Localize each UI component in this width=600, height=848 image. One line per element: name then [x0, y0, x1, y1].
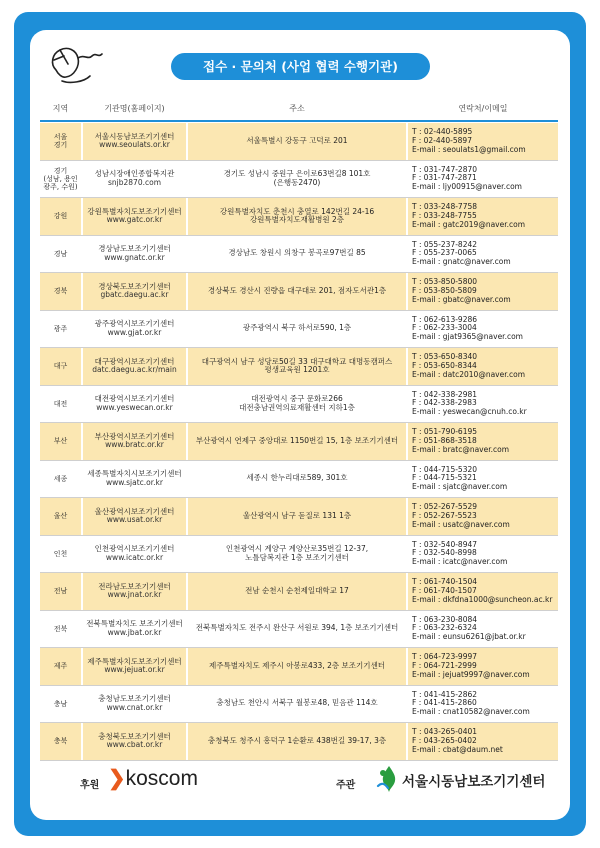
email-link[interactable]: E-mail : gatc2019@naver.com [412, 219, 526, 229]
org-homepage-link[interactable]: www.seoulats.or.kr [99, 140, 170, 150]
org-cell [83, 236, 186, 273]
address-cell [188, 461, 406, 498]
org-cell [83, 386, 186, 423]
email-link[interactable]: E-mail : dkfdna1000@suncheon.ac.kr [412, 594, 553, 604]
address-text: 부산광역시 연제구 중앙대로 1150번길 15, 1층 보조기기센터 [195, 435, 399, 445]
tel-text: T : 02-440-5895 [412, 127, 473, 137]
org-cell [83, 723, 186, 760]
org-name: 경상북도보조기기센터 [98, 281, 171, 291]
fax-text: F : 043-265-0402 [412, 735, 477, 745]
table-row [40, 423, 558, 461]
table-row [40, 723, 558, 761]
contact-cell [408, 573, 558, 610]
email-link[interactable]: E-mail : gjat9365@naver.com [412, 332, 523, 342]
contact-cell [408, 386, 558, 423]
contact-cell [408, 236, 558, 273]
org-name: 충청남도보조기기센터 [98, 694, 171, 704]
fax-text: F : 063-232-6324 [412, 623, 477, 633]
tel-text: T : 053-850-5800 [412, 277, 478, 287]
region-text: 울산 [53, 512, 68, 521]
address-cell [188, 573, 406, 610]
address-text: 대구광역시 남구 성당로50길 33 대구대학교 대명동캠퍼스 평생교육원 1201호 [201, 356, 393, 375]
org-cell [83, 536, 186, 573]
contact-cell [408, 198, 558, 235]
org-homepage-link[interactable]: www.jnat.or.kr [107, 590, 162, 600]
email-link[interactable]: E-mail : datc2010@naver.com [412, 369, 526, 379]
koscom-chevron-icon: ❯ [108, 767, 126, 790]
tel-text: T : 055-237-8242 [412, 239, 478, 249]
region-cell [40, 648, 81, 685]
region-cell [40, 686, 81, 723]
table-row [40, 461, 558, 499]
email-link[interactable]: E-mail : sjatc@naver.com [412, 482, 508, 492]
fax-text: F : 02-440-5897 [412, 135, 472, 145]
tel-text: T : 061-740-1504 [412, 577, 478, 587]
computer-mouse-icon [44, 40, 106, 90]
fax-text: F : 053-650-8344 [412, 360, 477, 370]
table-row [40, 686, 558, 724]
tel-text: T : 041-415-2862 [412, 689, 478, 699]
address-cell [188, 311, 406, 348]
address-text: 경상북도 경산시 진량읍 대구대로 201, 점자도서관1층 [207, 285, 387, 295]
sponsor-label: 후원 [80, 780, 100, 791]
region-text: 부산 [53, 437, 68, 446]
page-title: 접수 · 문의처 (사업 협력 수행기관) [171, 53, 430, 80]
org-homepage-link[interactable]: www.gatc.or.kr [106, 215, 163, 225]
header-divider [40, 120, 558, 122]
region-cell [40, 498, 81, 535]
contact-cell [408, 611, 558, 648]
region-text: 서울 경기 [53, 133, 68, 150]
org-name: 전북특별자치도 보조기기센터 [86, 619, 183, 629]
region-cell [40, 273, 81, 310]
fax-text: F : 041-415-2860 [412, 698, 477, 708]
address-text: 광주광역시 북구 하서로590, 1층 [242, 323, 352, 333]
address-cell [188, 611, 406, 648]
region-text: 세종 [53, 474, 68, 483]
tel-text: T : 042-338-2981 [412, 389, 478, 399]
address-text: 충청남도 천안시 서북구 월봉로48, 믿음관 114호 [216, 698, 378, 708]
email-link[interactable]: E-mail : jejuat9997@naver.com [412, 669, 530, 679]
org-name: 대전광역시보조기기센터 [94, 394, 175, 404]
email-link[interactable]: E-mail : gnatc@naver.com [412, 257, 511, 267]
org-cell [83, 311, 186, 348]
address-cell [188, 161, 406, 198]
region-text: 경기 (성남, 용인 광주, 수원) [43, 166, 78, 191]
email-link[interactable]: E-mail : gbatc@naver.com [412, 294, 511, 304]
org-name: 인천광역시보조기기센터 [94, 544, 175, 554]
address-text: 강원특별자치도 춘천시 충열로 142번길 24-16 강원특별자치도재활병원 2층 [219, 206, 375, 225]
org-name: 대구광역시보조기기센터 [94, 356, 175, 366]
tel-text: T : 052-267-5529 [412, 502, 478, 512]
address-text: 전북특별자치도 전주시 완산구 서원로 394, 1층 보조기기센터 [195, 623, 399, 633]
koscom-wordmark: koscom [125, 767, 198, 790]
header-address: 주소 [289, 104, 305, 113]
region-text: 광주 [53, 324, 68, 333]
table-row [40, 536, 558, 574]
table-row [40, 123, 558, 161]
region-cell [40, 611, 81, 648]
region-cell [40, 348, 81, 385]
contact-cell [408, 311, 558, 348]
org-cell [83, 161, 186, 198]
org-homepage-link[interactable]: gbatc.daegu.ac.kr [100, 290, 169, 300]
org-cell [83, 423, 186, 460]
table-row [40, 198, 558, 236]
org-cell [83, 573, 186, 610]
address-text: 세종시 한누리대로589, 301호 [246, 473, 348, 483]
contact-cell [408, 461, 558, 498]
address-cell [188, 123, 406, 160]
address-cell [188, 348, 406, 385]
org-cell [83, 461, 186, 498]
header-region: 지역 [52, 104, 69, 113]
address-cell [188, 648, 406, 685]
tel-text: T : 043-265-0401 [412, 727, 478, 737]
address-cell [188, 236, 406, 273]
tel-text: T : 062-613-9286 [412, 314, 478, 324]
address-text: 서울특별시 강동구 고덕로 201 [246, 135, 348, 145]
address-cell [188, 723, 406, 760]
org-cell [83, 498, 186, 535]
org-name: 세종특별자치시보조기기센터 [87, 469, 182, 479]
region-cell [40, 573, 81, 610]
contact-cell [408, 536, 558, 573]
contact-cell [408, 686, 558, 723]
tel-text: T : 051-790-6195 [412, 427, 478, 437]
region-cell [40, 386, 81, 423]
contact-cell [408, 161, 558, 198]
address-cell [188, 273, 406, 310]
contact-table [40, 123, 558, 761]
org-name: 서울시동남보조기기센터 [94, 131, 175, 141]
fax-text: F : 032-540-8998 [412, 548, 477, 558]
header-org: 기관명(홈페이지) [104, 104, 165, 113]
org-homepage-link[interactable]: www.sjatc.or.kr [106, 477, 163, 487]
org-name: 경상남도보조기기센터 [98, 244, 171, 254]
region-cell [40, 536, 81, 573]
contact-cell [408, 123, 558, 160]
region-text: 인천 [53, 549, 68, 558]
org-homepage-link[interactable]: www.gjat.or.kr [107, 327, 162, 337]
org-homepage-link[interactable]: www.usat.or.kr [106, 515, 163, 525]
table-row [40, 236, 558, 274]
org-cell [83, 686, 186, 723]
fax-text: F : 051-868-3518 [412, 435, 477, 445]
address-text: 충청북도 청주시 흥덕구 1순환로 438번길 39-17, 3층 [207, 735, 387, 745]
fax-text: F : 031-747-2871 [412, 173, 477, 183]
tel-text: T : 053-650-8340 [412, 352, 478, 362]
address-cell [188, 536, 406, 573]
region-text: 강원 [53, 212, 68, 221]
region-text: 대구 [53, 362, 68, 371]
org-homepage-link[interactable]: www.jbat.or.kr [107, 627, 162, 637]
table-row [40, 311, 558, 349]
org-homepage-link[interactable]: www.gnatc.or.kr [104, 252, 165, 262]
region-text: 전남 [53, 587, 68, 596]
fax-text: F : 062-233-3004 [412, 323, 477, 333]
contact-cell [408, 348, 558, 385]
region-cell [40, 236, 81, 273]
region-text: 충남 [53, 699, 68, 708]
org-cell [83, 123, 186, 160]
contact-cell [408, 498, 558, 535]
org-name: 전라남도보조기기센터 [98, 581, 171, 591]
org-cell [83, 648, 186, 685]
region-cell [40, 311, 81, 348]
table-row [40, 611, 558, 649]
org-name: 울산광역시보조기기센터 [94, 506, 175, 516]
address-cell [188, 386, 406, 423]
region-cell [40, 461, 81, 498]
address-text: 대전광역시 중구 문화로266 대전충남권역의료재활센터 지하1층 [239, 394, 355, 412]
contact-cell [408, 273, 558, 310]
fax-text: F : 052-267-5523 [412, 510, 477, 520]
org-cell [83, 198, 186, 235]
region-text: 경남 [53, 249, 68, 258]
tel-text: T : 064-723-9997 [412, 652, 478, 662]
address-text: 제주특별자치도 제주시 아봉로433, 2층 보조기기센터 [209, 660, 385, 670]
address-text: 경상남도 창원시 의창구 봉곡로97번길 85 [228, 248, 366, 258]
org-cell [83, 611, 186, 648]
email-link[interactable]: E-mail : icatc@naver.com [412, 557, 508, 567]
tel-text: T : 063-230-8084 [412, 614, 478, 624]
org-homepage-link[interactable]: www.jejuat.or.kr [104, 665, 165, 675]
org-homepage-link[interactable]: datc.daegu.ac.kr/main [92, 365, 177, 375]
table-row [40, 348, 558, 386]
org-name: 광주광역시보조기기센터 [94, 319, 175, 329]
host-center-name: 서울시동남보조기기센터 [402, 774, 546, 790]
region-text: 경북 [53, 287, 68, 296]
region-cell [40, 161, 81, 198]
fax-text: F : 053-850-5809 [412, 285, 477, 295]
fax-text: F : 055-237-0065 [412, 248, 477, 258]
region-cell [40, 423, 81, 460]
address-text: 경기도 성남시 중원구 은이로63번길8 101호 (은행동2470) [223, 169, 371, 187]
footer [40, 760, 558, 804]
region-text: 대전 [53, 399, 68, 408]
fax-text: F : 044-715-5321 [412, 473, 477, 483]
table-row [40, 386, 558, 424]
org-homepage-link[interactable]: www.icatc.or.kr [105, 552, 164, 562]
fax-text: F : 064-721-2999 [412, 660, 477, 670]
email-link[interactable]: E-mail : seoulats1@gmail.com [412, 144, 526, 154]
contact-cell [408, 723, 558, 760]
tel-text: T : 044-715-5320 [412, 464, 478, 474]
fax-text: F : 042-338-2983 [412, 398, 477, 408]
org-cell [83, 348, 186, 385]
email-link[interactable]: E-mail : cbat@daum.net [412, 744, 503, 754]
org-homepage-link[interactable]: www.cbat.or.kr [106, 740, 163, 750]
fax-text: F : 061-740-1507 [412, 585, 477, 595]
org-name: 성남시장애인종합복지관 [94, 169, 175, 179]
table-row [40, 161, 558, 199]
org-name: 부산광역시보조기기센터 [94, 431, 175, 441]
org-homepage-link[interactable]: www.yeswecan.or.kr [96, 402, 173, 412]
region-text: 전북 [53, 624, 68, 633]
region-text: 제주 [53, 662, 68, 671]
address-cell [188, 686, 406, 723]
tel-text: T : 033-248-7758 [412, 202, 478, 212]
org-homepage-link[interactable]: www.bratc.or.kr [105, 440, 164, 450]
contact-cell [408, 423, 558, 460]
email-link[interactable]: E-mail : cnat10582@naver.com [412, 707, 530, 717]
header-contact: 연락처/이메일 [458, 104, 508, 113]
org-name: 강원특별자치도보조기기센터 [87, 206, 182, 216]
email-link[interactable]: E-mail : ljy00915@naver.com [412, 182, 522, 192]
org-cell [83, 273, 186, 310]
address-cell [188, 198, 406, 235]
koscom-logo [108, 766, 198, 791]
email-link[interactable]: E-mail : yeswecan@cnuh.co.kr [412, 407, 527, 417]
org-name: 충청북도보조기기센터 [98, 731, 171, 741]
address-text: 전남 순천시 순천제일대학교 17 [245, 585, 349, 595]
address-cell [188, 423, 406, 460]
host-center-logo-icon [376, 764, 402, 794]
org-homepage-link[interactable]: www.cnat.or.kr [106, 702, 163, 712]
region-cell [40, 198, 81, 235]
table-header [40, 100, 558, 118]
email-link[interactable]: E-mail : usatc@naver.com [412, 519, 510, 529]
region-text: 충북 [53, 737, 68, 746]
org-name: 제주특별자치도보조기기센터 [87, 656, 182, 666]
org-homepage-link[interactable]: snjb2870.com [108, 177, 161, 187]
table-row [40, 498, 558, 536]
tel-text: T : 031-747-2870 [412, 164, 478, 174]
email-link[interactable]: E-mail : bratc@naver.com [412, 444, 510, 454]
address-cell [188, 498, 406, 535]
table-row [40, 573, 558, 611]
tel-text: T : 032-540-8947 [412, 539, 478, 549]
region-cell [40, 723, 81, 760]
address-text: 울산광역시 남구 돋질로 131 1층 [242, 510, 352, 520]
region-cell [40, 123, 81, 160]
table-row [40, 648, 558, 686]
contact-cell [408, 648, 558, 685]
table-row [40, 273, 558, 311]
host-label: 주관 [336, 780, 356, 791]
email-link[interactable]: E-mail : eunsu6261@jbat.or.kr [412, 632, 526, 642]
fax-text: F : 033-248-7755 [412, 210, 477, 220]
address-text: 인천광역시 계양구 계양산로35번길 12-37, 노틀담복지관 1층 보조기기센터 [225, 544, 369, 562]
